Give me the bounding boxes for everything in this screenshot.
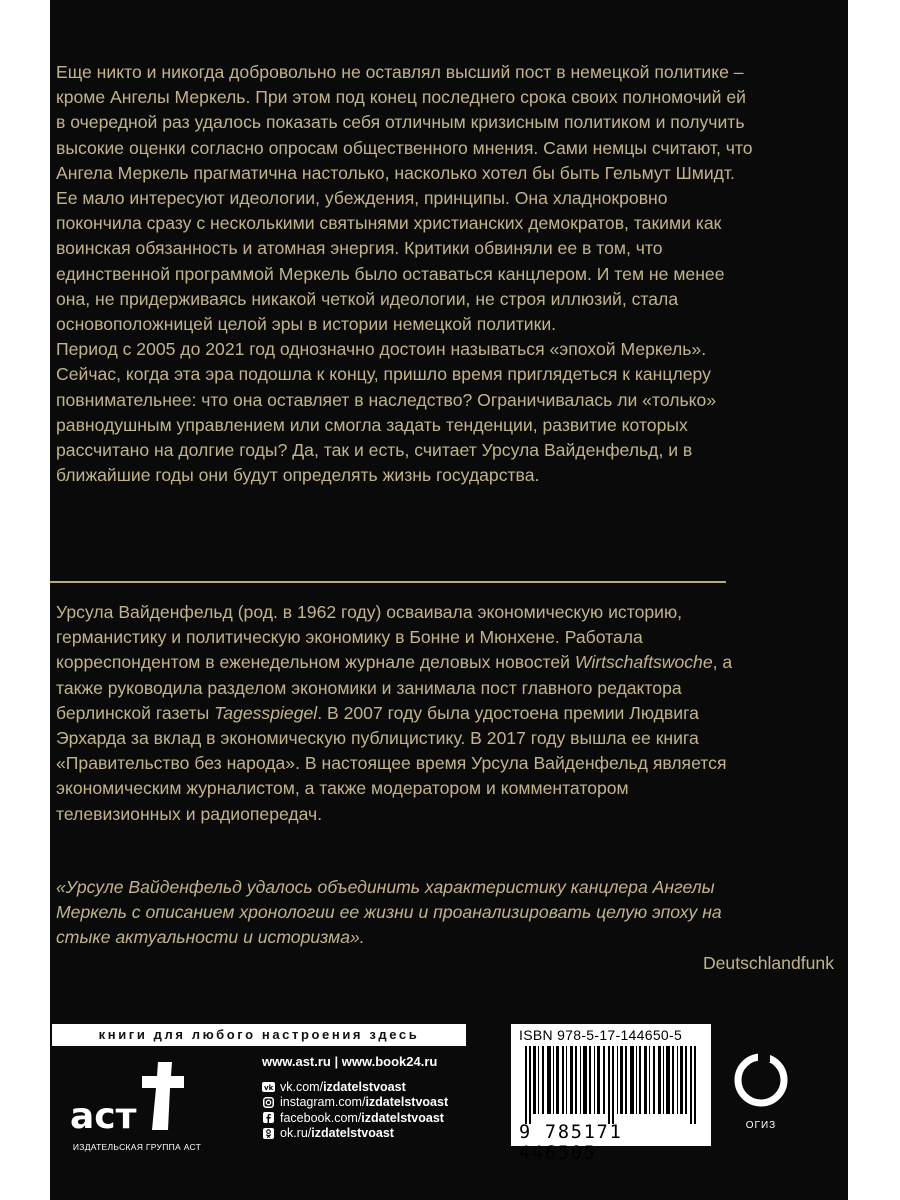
publisher-tagline: книги для любого настроения здесь [52,1024,466,1046]
ogiz-circle-icon [731,1050,791,1116]
bio-text-3: . В 2007 году была удостоена премии Людвига Эрхарда за вклад в экономическую публицистику. В 2017 году вышла ее книга «Правительство без народа». В настоящее время Урсула Вайденфельд является экономическим журналистом, а также модератором и комментатором телевизионных и радиопередач. [56,702,727,824]
section-divider [50,581,726,583]
ast-logo [64,1058,194,1148]
author-bio [56,600,756,827]
vk-icon [262,1081,275,1093]
isbn-barcode [511,1024,711,1164]
blurb-paragraph-3: Период с 2005 до 2021 год однозначно достоин называться «эпохой Меркель». Сейчас, когда эта эра подошла к концу, пришло время приглядеться к канцлеру повнимательнее: что она оставляет в наследство? Ограничивалась ли «только» равнодушным управлением или смогла задать тенденции, развитие которых рассчитано на долгие годы? Да, так и есть, считает Урсула Вайденфельд, и в ближайшие годы они будут определять жизнь государства. [56,339,717,486]
ogiz-label: ОГИЗ [745,1120,777,1131]
blurb-paragraph-1: Еще никто и никогда добровольно не оставлял высший пост в немецкой политике – кроме Ангелы Меркель. При этом под конец последнего срока своих полномочий ей в очередной раз удалось показать себя отличным кризисным политиком и получить высокие оценки согласно опросам общественного мнения. Сами немцы считают, что Ангела Меркель прагматична настолько, насколько хотел бы быть Гельмут Шмидт. [56,62,753,183]
barcode-bars [519,1046,703,1124]
review-quote: «Урсуле Вайденфельд удалось объединить характеристику канцлера Ангелы Меркель с описанием хронологии ее жизни и проанализировать целую эпоху на стыке актуальности и историзма». [56,877,722,948]
publisher-websites[interactable]: www.ast.ru | www.book24.ru [262,1054,438,1069]
ok-icon [262,1127,275,1139]
svg-text:vk: vk [264,1083,274,1092]
social-link-vk[interactable]: vk vk.com/ izdatelstvoast [264,1079,406,1094]
review-source: Deutschlandfunk [702,953,834,973]
publisher-caption: ИЗДАТЕЛЬСКАЯ ГРУППА АСТ [72,1142,202,1152]
facebook-icon [262,1112,275,1124]
instagram-icon [262,1096,275,1108]
bio-newspaper: Tagesspiegel [214,702,318,723]
barcode-number: 9 785171 446505 [519,1122,623,1164]
bio-text-1: Урсула Вайденфельд (род. в 1962 году) осваивала экономическую историю, германистику и политическую экономику в Бонне и Мюнхене. Работала корреспондентом в еженедельном журнале деловых новостей [56,602,683,673]
social-link-instagram[interactable]: instagram.com/ izdatelstvoast [262,1095,448,1111]
ast-logo-icon [64,1058,194,1142]
ast-logo-text: аст [70,1096,137,1137]
bio-text-2: , а также руководила разделом экономики и занимала пост главного редактора берлинской газеты [56,652,733,723]
blurb [56,60,756,488]
isbn-number: ISBN 978-5-17-144650-5 [519,1027,683,1043]
ogiz-logo [731,1050,791,1150]
blurb-paragraph-2: Ее мало интересуют идеологии, убеждения, принципы. Она хладнокровно покончила сразу с несколькими святынями христианских демократов, такими как воинская обязанность и атомная энергия. Критики обвиняли ее в том, что единственной программой Меркель было оставаться канцлером. И тем не менее она, не придерживаясь никакой четкой идеологии, не строя иллюзий, стала основоположницей целой эры в истории немецкой политики. [56,188,725,335]
bio-magazine: Wirtschaftswoche [574,652,713,673]
publisher-links [262,1054,448,1141]
social-link-ok[interactable]: ok.ru/ izdatelstvoast [262,1126,448,1142]
social-link-facebook[interactable]: facebook.com/ izdatelstvoast [262,1110,448,1126]
